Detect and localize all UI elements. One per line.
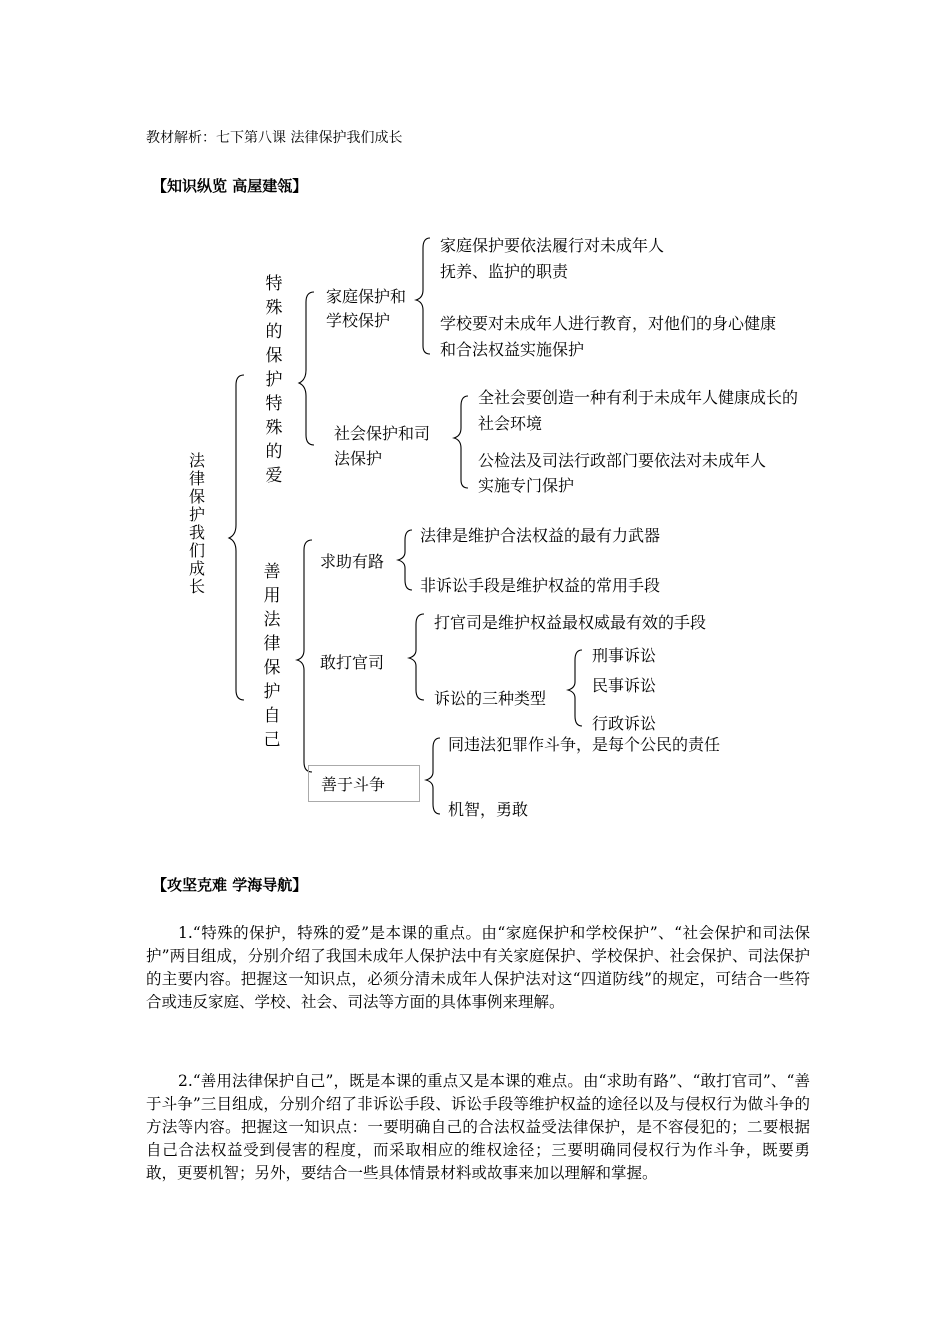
branch-use-law-label: 善用法律保护自己 — [263, 562, 281, 750]
leaf-society-env-line2: 社会环境 — [478, 414, 543, 433]
leaf-law-weapon: 法律是维护合法权益的最有力武器 — [420, 526, 661, 545]
section-heading-overview: 【知识纵览 高屋建瓴】 — [152, 177, 308, 195]
section-heading-guidance: 【攻坚克难 学海导航】 — [152, 876, 308, 894]
paragraph-1: 1.“特殊的保护，特殊的爱”是本课的重点。由“家庭保护和学校保护”、“社会保护和司法保护”两目组成，分别介绍了我国未成年人保护法中有关家庭保护、学校保护、社会保护、司法保护的主要内容。把握这一知识点，必须分清未成年人保护法对这“四道防线”的规定，可结合一些符合或违反家庭、学校、社会、司法等方面的具体事例来理解。 — [146, 924, 810, 1011]
node-dare-sue: 敢打官司 — [320, 653, 385, 672]
leaf-litigation-authority: 打官司是维护权益最权威最有效的手段 — [434, 613, 707, 632]
leaf-school-duty-line1: 学校要对未成年人进行教育，对他们的身心健康 — [440, 314, 777, 333]
leaf-family-duty-line1: 家庭保护要依法履行对未成年人 — [440, 236, 665, 255]
leaf-judicial-line1: 公检法及司法行政部门要依法对未成年人 — [478, 451, 767, 470]
node-seek-help: 求助有路 — [320, 552, 385, 571]
branch-special-protection-label: 特殊的保护特殊的爱 — [265, 274, 283, 486]
leaf-fight-crime: 同违法犯罪作斗争，是每个公民的责任 — [448, 735, 721, 754]
node-society-judicial-line2: 法保护 — [334, 449, 383, 468]
leaf-society-env-line1: 全社会要创造一种有利于未成年人健康成长的 — [478, 388, 799, 407]
node-family-school-line2: 学校保护 — [326, 311, 391, 330]
mind-map-root: 法律保护我们成长 — [188, 451, 205, 596]
document-title: 教材解析：七下第八课 法律保护我们成长 — [146, 130, 403, 146]
node-family-school-line1: 家庭保护和 — [326, 287, 407, 306]
leaf-litigation-types: 诉讼的三种类型 — [434, 689, 547, 708]
paragraph-2: 2.“善用法律保护自己”，既是本课的重点又是本课的难点。由“求助有路”、“敢打官司”、“善于斗争”三目组成，分别介绍了非诉讼手段、诉讼手段等维护权益的途径以及与侵权行为做斗争的方法等内容。把握这一知识点：一要明确自己的合法权益受法律保护，是不容侵犯的；二要根据自己合法权益受到侵害的程度，而采取相应的维权途径；三要明确同侵权行为作斗争，既要勇敢，更要机智；另外，要结合一些具体情景材料或故事来加以理解和掌握。 — [146, 1072, 810, 1182]
leaf-criminal-litigation: 刑事诉讼 — [592, 646, 657, 665]
leaf-wise-brave: 机智，勇敢 — [448, 800, 529, 819]
leaf-judicial-line2: 实施专门保护 — [478, 476, 575, 495]
leaf-civil-litigation: 民事诉讼 — [592, 676, 657, 695]
node-good-at-struggle: 善于斗争 — [308, 765, 420, 802]
leaf-family-duty-line2: 抚养、监护的职责 — [440, 262, 569, 281]
leaf-non-litigation: 非诉讼手段是维护权益的常用手段 — [420, 576, 661, 595]
leaf-school-duty-line2: 和合法权益实施保护 — [440, 340, 585, 359]
leaf-administrative-litigation: 行政诉讼 — [592, 714, 657, 733]
node-society-judicial-line1: 社会保护和司 — [334, 424, 431, 443]
